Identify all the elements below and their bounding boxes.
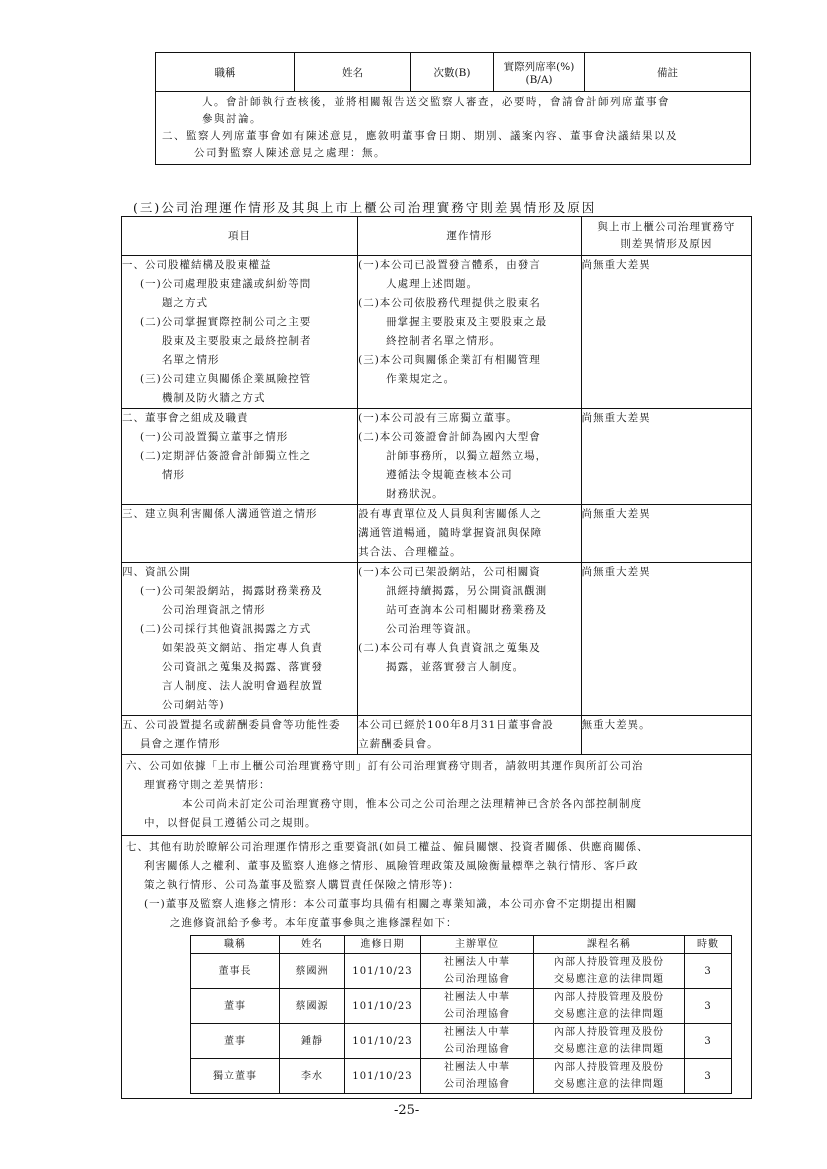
operation-cell [358, 256, 582, 409]
training-date: 101/10/23 [345, 954, 421, 989]
operation-line: 立薪酬委員會。 [358, 738, 439, 750]
header-count: 次數(B) [411, 53, 494, 92]
training-name: 蔡國洲 [280, 954, 345, 989]
training-row [191, 954, 732, 989]
training-org-line: 社團法人中華 [444, 1027, 510, 1038]
guideline-line: 理實務守則之差異情形： [144, 779, 271, 791]
training-org-line: 公司治理協會 [444, 1079, 510, 1090]
difference-text: 無重大差異。 [581, 719, 651, 731]
operation-line: (一)本公司已設置發言體系，由發言 [358, 259, 541, 271]
training-title: 董事 [191, 1024, 280, 1059]
item-line: 題之方式 [162, 297, 208, 309]
operation-line: (二)本公司有專人負責資訊之蒐集及 [358, 642, 541, 654]
header-item: 項目 [122, 217, 358, 256]
operation-cell [358, 409, 582, 505]
operation-line: 計師事務所，以獨立超然立場， [386, 450, 548, 462]
item-line: (一)公司架設網站，揭露財務業務及 [140, 585, 323, 597]
note-line: 人。會計師執行查核後，並將相關報告送交監察人審查，必要時，會請會計師列席董事會 [202, 96, 670, 108]
note-line: 公司對監察人陳述意見之處理：無。 [194, 147, 386, 159]
notes-cell [156, 92, 751, 165]
training-org [421, 1059, 534, 1094]
attendance-header-row [156, 53, 751, 92]
attendance-table [155, 52, 751, 165]
header-title: 職稱 [156, 53, 295, 92]
item-line: (二)公司採行其他資訊揭露之方式 [140, 623, 312, 635]
training-header-date: 進修日期 [345, 936, 421, 954]
table-row [122, 716, 752, 755]
other-info-line: 利害關係人之權利、董事及監察人進修之情形、風險管理政策及風險衡量標準之執行情形、客戶政 [144, 860, 639, 872]
training-row [191, 1059, 732, 1094]
training-title: 董事長 [191, 954, 280, 989]
difference-cell [581, 716, 751, 755]
header-difference [581, 217, 751, 256]
table-row [122, 755, 752, 836]
operation-line: 本公司已經於100年8月31日董事會設 [358, 719, 554, 731]
guideline-line: 本公司尚未訂定公司治理實務守則，惟本公司之公司治理之法理精神已含於各內部控制制度 [182, 798, 642, 810]
item-line: (三)公司建立與關係企業風險控管 [140, 373, 312, 385]
training-header-course: 課程名稱 [534, 936, 685, 954]
operation-line: 設有專責單位及人員與利害關係人之 [358, 508, 543, 520]
item-cell [122, 409, 358, 505]
training-header-org: 主辦單位 [421, 936, 534, 954]
other-info-cell [122, 836, 752, 1099]
table-row [122, 409, 752, 505]
note-line: 參與討論。 [202, 113, 262, 125]
training-org [421, 1024, 534, 1059]
training-course [534, 954, 685, 989]
training-table [190, 935, 732, 1094]
header-operation: 運作情形 [358, 217, 582, 256]
training-org-line: 社團法人中華 [444, 957, 510, 968]
training-org-line: 公司治理協會 [444, 1044, 510, 1055]
item-line: 股東及主要股東之最終控制者 [162, 335, 312, 347]
item-line: (一)公司處理股東建議或糾紛等問 [140, 278, 312, 290]
operation-line: 其合法、合理權益。 [358, 546, 462, 558]
operation-cell [358, 563, 582, 716]
operation-line: 人處理上述問題。 [386, 278, 479, 290]
table-row [122, 836, 752, 1099]
operation-cell [358, 716, 582, 755]
training-org [421, 989, 534, 1024]
item-line: (一)公司設置獨立董事之情形 [140, 431, 289, 443]
header-remarks: 備註 [585, 53, 751, 92]
training-name: 蔡國源 [280, 989, 345, 1024]
operation-cell [358, 505, 582, 563]
operation-line: 揭露，並落實發言人制度。 [386, 661, 525, 673]
item-line: 機制及防火牆之方式 [162, 392, 266, 404]
training-header-title: 職稱 [191, 936, 280, 954]
difference-cell [581, 505, 751, 563]
header-difference-line1: 與上市上櫃公司治理實務守 [597, 221, 736, 233]
item-line: 公司資訊之蒐集及揭露、落實發 [162, 661, 323, 673]
header-rate [494, 53, 585, 92]
page-number: -25- [394, 1103, 420, 1118]
header-difference-line2: 則差異情形及原因 [620, 238, 713, 250]
other-info-line: 之進修資訊給予參考。本年度董事參與之進修課程如下： [170, 917, 458, 929]
training-header-name: 姓名 [280, 936, 345, 954]
training-course-line: 交易應注意的法律問題 [554, 974, 664, 985]
training-hours: 3 [685, 1059, 732, 1094]
item-line: 員會之運作情形 [140, 738, 221, 750]
item-line: 一、公司股權結構及股東權益 [122, 259, 272, 271]
item-line: 三、建立與利害關係人溝通管道之情形 [122, 508, 318, 520]
training-date: 101/10/23 [345, 1024, 421, 1059]
training-org-line: 公司治理協會 [444, 974, 510, 985]
item-line: 名單之情形 [162, 354, 220, 366]
item-cell [122, 505, 358, 563]
training-course-line: 內部人持股管理及股份 [554, 1062, 664, 1073]
item-line: 二、董事會之組成及職責 [122, 412, 249, 424]
guideline-cell [122, 755, 752, 836]
guideline-line: 中，以督促員工遵循公司之規則。 [144, 817, 317, 829]
note-line: 二、監察人列席董事會如有陳述意見，應敘明董事會日期、期別、議案內容、董事會決議結果以及 [162, 130, 678, 142]
difference-text: 尚無重大差異 [581, 412, 651, 424]
operation-line: 終控制者名單之情形。 [386, 335, 502, 347]
section-title: (三)公司治理運作情形及其與上市上櫃公司治理實務守則差異情形及原因 [133, 200, 597, 215]
training-course-line: 交易應注意的法律問題 [554, 1079, 664, 1090]
item-cell [122, 256, 358, 409]
training-course-line: 交易應注意的法律問題 [554, 1044, 664, 1055]
operation-line: 站可查詢本公司相關財務業務及 [386, 604, 548, 616]
training-date: 101/10/23 [345, 989, 421, 1024]
difference-cell [581, 409, 751, 505]
item-line: (二)公司掌握實際控制公司之主要 [140, 316, 312, 328]
item-line: 情形 [162, 469, 185, 481]
operation-line: 遵循法令規範查核本公司 [386, 469, 513, 481]
other-info-line: 策之執行情形、公司為董事及監察人購買責任保險之情形等)： [144, 879, 460, 891]
item-line: 公司治理資訊之情形 [162, 604, 266, 616]
operation-line: (三)本公司與關係企業訂有相關管理 [358, 354, 541, 366]
other-info-line: 七、其他有助於瞭解公司治理運作情形之重要資訊(如員工權益、僱員關懷、投資者關係、供應商關係、 [126, 841, 649, 853]
training-org-line: 社團法人中華 [444, 992, 510, 1003]
operation-line: (二)本公司簽證會計師為國內大型會 [358, 431, 541, 443]
table-row [122, 505, 752, 563]
guideline-line: 六、公司如依據「上市上櫃公司治理實務守則」訂有公司治理實務守則者，請敘明其運作與所訂公司治 [126, 760, 644, 772]
governance-header-row [122, 217, 752, 256]
operation-line: 作業規定之。 [386, 373, 456, 385]
training-title: 獨立董事 [191, 1059, 280, 1094]
training-header-row [191, 936, 732, 954]
training-hours: 3 [685, 1024, 732, 1059]
header-rate-line1: 實際列席率(%) [503, 60, 575, 73]
difference-text: 尚無重大差異 [581, 566, 651, 578]
operation-line: (一)本公司已架設網站，公司相關資 [358, 566, 541, 578]
training-name: 鍾靜 [280, 1024, 345, 1059]
item-line: 公司網站等) [162, 699, 225, 711]
difference-cell [581, 563, 751, 716]
training-course-line: 內部人持股管理及股份 [554, 957, 664, 968]
table-row [122, 256, 752, 409]
item-line: 四、資訊公開 [122, 566, 191, 578]
operation-line: 公司治理等資訊。 [386, 623, 479, 635]
item-line: (二)定期評估簽證會計師獨立性之 [140, 450, 312, 462]
training-course-line: 內部人持股管理及股份 [554, 992, 664, 1003]
notes-row [156, 92, 751, 165]
operation-line: 財務狀況。 [386, 488, 444, 500]
difference-text: 尚無重大差異 [581, 259, 651, 271]
item-line: 五、公司設置提名或薪酬委員會等功能性委 [122, 719, 341, 731]
item-cell [122, 716, 358, 755]
operation-line: 冊掌握主要股東及主要股東之最 [386, 316, 548, 328]
training-title: 董事 [191, 989, 280, 1024]
training-header-hours: 時數 [685, 936, 732, 954]
training-name: 李水 [280, 1059, 345, 1094]
training-org [421, 954, 534, 989]
training-course-line: 交易應注意的法律問題 [554, 1009, 664, 1020]
operation-line: 溝通管道暢通，隨時掌握資訊與保障 [358, 527, 543, 539]
training-row [191, 989, 732, 1024]
operation-line: (二)本公司依股務代理提供之股東名 [358, 297, 541, 309]
table-row [122, 563, 752, 716]
training-course [534, 989, 685, 1024]
difference-text: 尚無重大差異 [581, 508, 651, 520]
training-course-line: 內部人持股管理及股份 [554, 1027, 664, 1038]
header-rate-line2: (B/A) [525, 73, 553, 86]
training-hours: 3 [685, 989, 732, 1024]
training-org-line: 公司治理協會 [444, 1009, 510, 1020]
other-info-line: (一)董事及監察人進修之情形：本公司董事均具備有相關之專業知識，本公司亦會不定期提出相關 [144, 898, 638, 910]
header-name: 姓名 [295, 53, 411, 92]
training-hours: 3 [685, 954, 732, 989]
training-course [534, 1024, 685, 1059]
operation-line: 訊經持續揭露，另公開資訊觀測 [386, 585, 548, 597]
training-row [191, 1024, 732, 1059]
item-cell [122, 563, 358, 716]
governance-table [121, 216, 752, 1099]
difference-cell [581, 256, 751, 409]
training-org-line: 社團法人中華 [444, 1062, 510, 1073]
item-line: 如架設英文網站、指定專人負責 [162, 642, 323, 654]
item-line: 言人制度、法人說明會過程放置 [162, 680, 323, 692]
training-course [534, 1059, 685, 1094]
training-date: 101/10/23 [345, 1059, 421, 1094]
operation-line: (一)本公司設有三席獨立董事。 [358, 412, 518, 424]
